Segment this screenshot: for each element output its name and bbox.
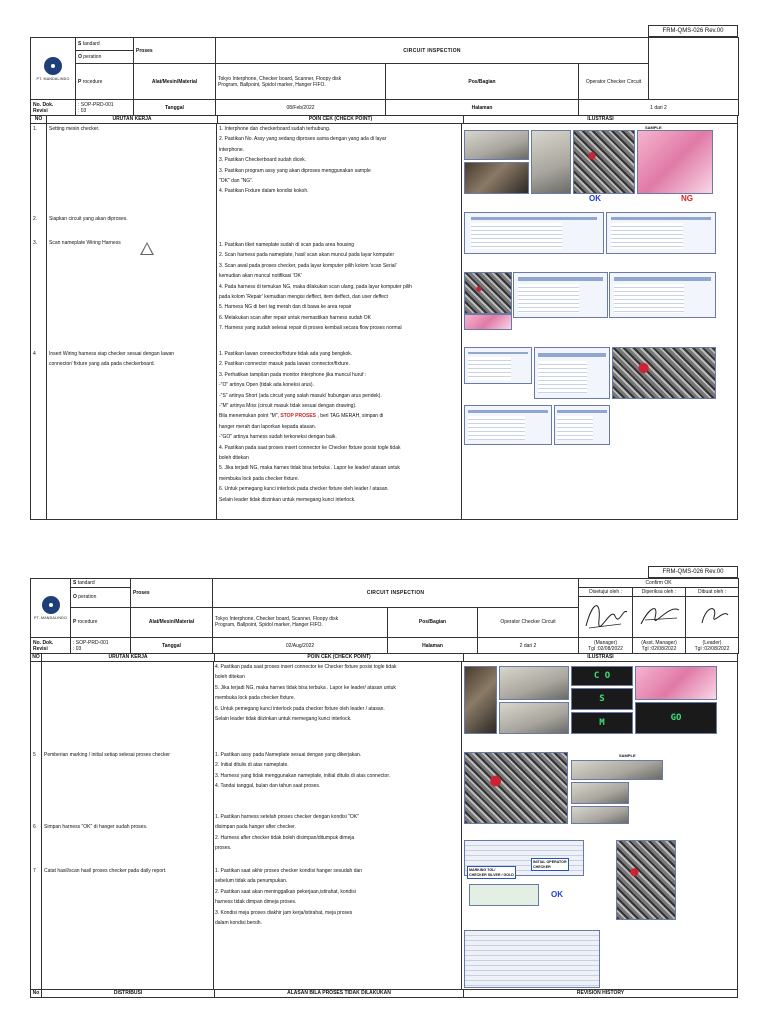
daily-report-photo	[464, 930, 600, 988]
tanggal-value: 08/Feb/2022	[216, 100, 386, 116]
step-text: Catat hasil/scan hasil proses checker pada daily report.	[44, 868, 167, 874]
check-points-6: 1. Pastikan harness setelah proses checker dengan kondisi "OK" disimpan pada hanger after checker. 2. Harness after checker tidak boleh disimpan/ditumpuk dimeja proses.	[215, 814, 359, 852]
check-points-3: 1. Pastikan tiket nameplate sudah di scan pada area housing 2. Scan harness pada nameplate, hasil scan akan muncul pada layar komputer 3. Scan awal pada proses checker, pada layar komputer pilih kolom 'scan Serial' kemudian akan muncul notifikasi 'OK' 4. Pada harness di temukan NG, maka dilakukan scan ulang, pada layar komputer pilih pada kolom 'Repair' kemudian mengisi deffect, item deffect, dan user deffect 5. Harness NG di beri tag merah dan di bawa ke area repair 6. Melakukan scan after repair untuk memastikan harness sudah OK 7. Harness yang sudah selesai repair di proses kembali secara flow proses normal	[219, 242, 412, 332]
halaman-value: 2 dari 2	[478, 638, 579, 654]
checkerboard-photo	[464, 162, 529, 194]
pos-value: Operator Checker Circuit	[579, 64, 649, 100]
proses-label: Proses	[134, 38, 216, 64]
steps-body	[30, 124, 738, 520]
monitor-screen-2	[534, 347, 610, 399]
form-number: FRM-QMS-026 Rev.00	[648, 566, 738, 578]
check-points-7: 1. Pastikan saat akhir proses checker kondisi hanger sesudah dan sebelum tidak ada penumpukan. 2. Pastikan saat akan meninggalkan pekerjaan,istirahat, kondisi harness tidak dimpan dimeja proses. 3. Kondisi meja proses diakhir jam kerja/istirahat, meja proses dalam kondisi bersih.	[215, 868, 363, 927]
signature-asst-manager	[633, 597, 686, 638]
hanger-photo	[616, 840, 676, 920]
header-table	[30, 578, 739, 654]
signature-manager-mark	[581, 598, 631, 634]
doc-labels: No. Dok. Revisi	[31, 638, 71, 654]
fixture-photo-2	[499, 702, 569, 734]
monitor-screen-1	[464, 347, 532, 384]
disetujui-label: Disetujui oleh :	[579, 588, 633, 597]
repair-screen-2	[609, 272, 716, 318]
signature-manager	[579, 597, 633, 638]
logo: PT. MANDALINDO	[31, 579, 71, 638]
footer-header: No DISTRIBUSI ALASAN BILA PROSES TIDAK DILAKUKAN REVISION HISTORY	[30, 990, 738, 998]
step-text: Setting mesin checker.	[49, 126, 100, 132]
check-points-4: 1. Pastikan lawan connector/fixture tidak ada yang bengkok. 2. Pastikan connector masuk pada lawan connector/fixture. 3. Perhatikan tampilan pada monitor interphone jika muncul huruf : -"O" artinya Open (tidak ada koneksi arus). -"S" artinya Short (ada circuit yang salah masuk/ hubungan arus pendek). -"M" artinya Miss (circuit masuk tidak sesuai dengan drawing). Bila menemukan point "M", STOP PROSES , beri TAG MERAH, simpan di hanger merah dan laporkan kepada atasan. -"GO" artinya harness sudah terkoneksi dengan baik. 4. Pastikan pada saat proses insert connector ke Checker fixture posisi togle tidak boleh ditekan 5. Jika terjadi NG, maka harnes tidak bisa terbuka . Lapor ke leader/ atasan untuk membuka lock pada checker fixture. 6. Untuk pemegang kunci interlock pada checker fixture oleh leader / atasan. Selain leader tidak diizinkan untuk memegang kunci interlock.	[219, 351, 401, 503]
step-no: 4	[33, 351, 36, 357]
step-no: 7	[33, 868, 36, 874]
monitor-screen-3	[464, 405, 552, 445]
logo-icon	[42, 596, 60, 614]
monitor-screen-4	[554, 405, 610, 445]
document-title: CIRCUIT INSPECTION	[216, 38, 649, 64]
step-no: 6	[33, 824, 36, 830]
step-text: Scan nameplate Wiring Harness	[49, 240, 121, 246]
dibuat-label: Dibuat oleh :	[686, 588, 739, 597]
page-2	[30, 578, 738, 998]
column-header: NO URUTAN KERJA POIN CEK (CHECK POINT) ILUSTRASI	[30, 654, 738, 662]
doc-values: : SOP-PRD-001 : 03	[76, 100, 134, 116]
approval-box	[649, 38, 739, 100]
sop-operation: O peration	[71, 588, 131, 608]
step-no: 3.	[33, 240, 38, 246]
document-title: CIRCUIT INSPECTION	[213, 579, 579, 608]
header-table	[30, 37, 739, 116]
insert-connector-photo	[612, 347, 716, 399]
halaman-label: Halaman	[386, 100, 579, 116]
approver-leader: (Leader) Tgl :02/08/2022	[686, 638, 739, 654]
warning-icon	[140, 242, 154, 255]
step-text: Pemberian marking / initial setiap selesai proses checker	[44, 752, 170, 758]
scan-screen-2	[606, 212, 716, 254]
sop-standard: S tandard	[76, 38, 134, 51]
column-header: NO URUTAN KERJA POIN CEK (CHECK POINT) ILUSTRASI	[30, 116, 738, 124]
nameplate-ok-photo	[469, 884, 539, 906]
step-text: Insert Wiring harness siap checker sesuai dengan lawan connector/ fixture yang ada pada checkerboard.	[49, 351, 175, 368]
alat-label: Alat/Mesin/Material	[131, 607, 213, 637]
approver-manager: (Manager) Tgl :02/08/2022	[579, 638, 633, 654]
screen-code-go: GO	[635, 702, 717, 734]
sop-standard: S tandard	[71, 579, 131, 588]
pos-label: Pos/Bagian	[388, 607, 478, 637]
interphone-photo	[464, 130, 529, 160]
doc-values: : SOP-PRD-001 : 03	[71, 638, 131, 654]
step-no: 1.	[33, 126, 38, 132]
doc-labels: No. Dok. Revisi	[31, 100, 76, 116]
check-points-5: 1. Pastikan assy pada Nameplate sesuai dengan yang dikerjakan. 2. Initial ditulis di atas nameplate. 3. Harness yang tidak menggunakan nameplate, initial ditulis di atas connector. 4. Tandai tanggal, bulan dan tahun saat proses.	[215, 752, 391, 790]
halaman-value: 1 dari 2	[579, 100, 739, 116]
step-no: 2.	[33, 216, 38, 222]
screen-code-short: S	[571, 688, 633, 710]
scanner-photo	[531, 130, 571, 194]
steps-body	[30, 662, 738, 990]
fixture-photo-1	[499, 666, 569, 700]
page-1	[30, 37, 738, 520]
tanggal-label: Tanggal	[131, 638, 213, 654]
operator-photo	[464, 666, 497, 734]
marking-tgl-callout: MARKING TGL/ CHECKER SILVER / GOLD	[467, 866, 516, 879]
screen-code-miss: M	[571, 712, 633, 734]
signature-asst-mark	[635, 598, 685, 634]
scan-screen-1	[464, 212, 604, 254]
check-points-1: 1. Interphone dan checkerboard sudah terhubung. 2. Pastikan No. Assy yang sedang diproses sama dengan yang ada di layar interphone. 3. Pastikan Checkerboard sudah dicek. 3. Pastikan program assy yang akan diproses menggunakan sample "OK" dan "NG". 4. Pastikan Fixture dalam kondisi kokoh.	[219, 126, 387, 195]
pos-value: Operator Checker Circuit	[478, 607, 579, 637]
pos-label: Pos/Bagian	[386, 64, 579, 100]
tanggal-label: Tanggal	[134, 100, 216, 116]
diperiksa-label: Diperiksa oleh :	[633, 588, 686, 597]
repair-screen-1	[513, 272, 608, 318]
approver-asst: (Asst. Manager) Tgl :02/08/2022	[633, 638, 686, 654]
signature-leader	[686, 597, 739, 638]
marking-sample-2	[571, 782, 629, 804]
screen-code-open: C O	[571, 666, 633, 686]
sample-ng-photo	[637, 130, 713, 194]
step-text: Simpan harness "OK" di hanger sudah proses.	[44, 824, 148, 830]
marking-sample-1	[571, 760, 663, 780]
tanggal-value: 02/Aug/2022	[213, 638, 388, 654]
proses-label: Proses	[131, 579, 213, 608]
nameplate-photo	[464, 272, 512, 314]
confirm-label: Confirm OK	[579, 579, 739, 588]
marking-sample-3	[571, 806, 629, 824]
initial-operator-callout: INITIAL OPERATOR CHECKER	[531, 858, 569, 871]
logo: PT. MANDALINDO	[31, 38, 76, 100]
sop-procedure: P rocedure	[71, 607, 131, 637]
ok-label: OK	[589, 194, 601, 203]
ng-tag-photo	[464, 314, 512, 330]
sample-ok-photo	[573, 130, 635, 194]
form-number: FRM-QMS-026 Rev.00	[648, 25, 738, 37]
step-no: 5	[33, 752, 36, 758]
sample-label: SAMPLE	[645, 125, 662, 130]
halaman-label: Halaman	[388, 638, 478, 654]
step-text: Siapkan circuit yang akan diproses.	[49, 216, 128, 222]
marking-harness-photo	[464, 752, 568, 824]
check-points-cont: 4. Pastikan pada saat proses insert connector ke Checker fixture posisi togle tidak boleh ditekan 5. Jika terjadi NG, maka harnes tidak bisa terbuka . Lapor ke leader/ atasan untuk membuka lock pada checker fixture. 6. Untuk pemegang kunci interlock pada checker fixture oleh leader / atasan. Selain leader tidak diizinkan untuk memegang kunci interlock.	[215, 664, 397, 723]
ng-label: NG	[681, 194, 693, 203]
alat-value: Tokyo Interphone, Checker board, Scanner, Floopy disk Program, Ballpoint, Spidol marker, Hanger FIFO.	[216, 64, 386, 100]
ok-label: OK	[551, 890, 563, 899]
logo-icon	[44, 57, 62, 75]
sample-label: SAMPLE	[619, 753, 636, 758]
alat-label: Alat/Mesin/Material	[134, 64, 216, 100]
signature-leader-mark	[688, 601, 738, 631]
sop-procedure: P rocedure	[76, 64, 134, 100]
fixture-photo-3	[635, 666, 717, 700]
alat-value: Tokyo Interphone, Checker board, Scanner, Floopy disk Program, Ballpoint, Spidol marker, Hanger FIFO.	[213, 607, 388, 637]
sop-operation: O peration	[76, 51, 134, 64]
